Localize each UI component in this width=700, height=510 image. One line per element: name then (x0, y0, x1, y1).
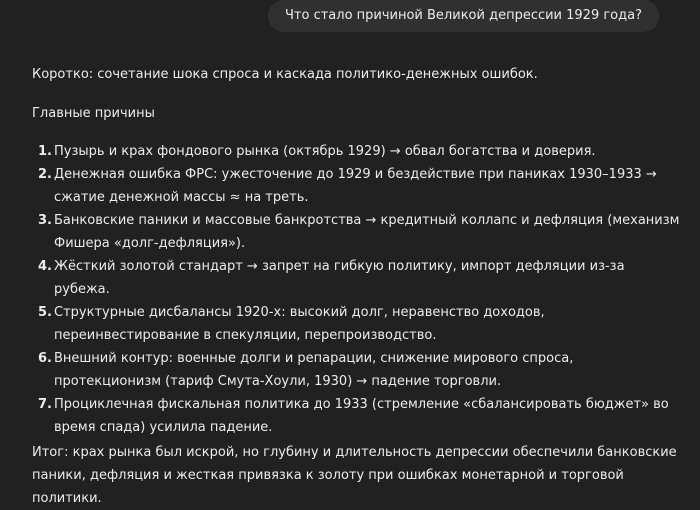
assistant-answer (32, 63, 682, 510)
list-item (32, 347, 682, 393)
list-item (32, 140, 682, 163)
list-item-text: Внешний контур: военные долги и репарации, снижение мирового спроса, протекционизм (тариф Смута-Хоули, 1930) → падение торговли. (54, 351, 574, 389)
list-item-number: 2. (38, 167, 52, 182)
list-item-text: Жёсткий золотой стандарт → запрет на гибкую политику, импорт дефляции из-за рубежа. (54, 259, 625, 297)
causes-list (32, 140, 682, 439)
user-message-bubble: Что стало причиной Великой депрессии 1929 года? (268, 0, 659, 32)
list-item-text: Банковские паники и массовые банкротства → кредитный коллапс и дефляция (механизм Фишера «долг-дефляция»). (54, 213, 680, 251)
list-item-number: 1. (38, 144, 52, 159)
list-item (32, 301, 682, 347)
list-item-text: Структурные дисбалансы 1920-х: высокий долг, неравенство доходов, переинвестирование в спекуляции, перепроизводство. (54, 305, 545, 343)
list-item-number: 3. (38, 213, 52, 228)
list-item-number: 7. (38, 397, 52, 412)
user-message-row (0, 0, 700, 36)
answer-conclusion: Итог: крах рынка был искрой, но глубину и длительность депрессии обеспечили банковские паники, дефляция и жесткая привязка к золоту при ошибках монетарной и торговой политики. (32, 445, 677, 506)
list-item (32, 163, 682, 209)
list-item (32, 255, 682, 301)
list-item-text: Проциклечная фискальная политика до 1933 (стремление «сбалансировать бюджет» во время спада) усилила падение. (54, 397, 669, 435)
list-item-number: 6. (38, 351, 52, 366)
list-item-number: 5. (38, 305, 52, 320)
list-item (32, 209, 682, 255)
list-item-text: Пузырь и крах фондового рынка (октябрь 1929) → обвал богатства и доверия. (54, 144, 596, 159)
causes-heading: Главные причины (32, 106, 155, 121)
answer-summary: Коротко: сочетание шока спроса и каскада политико-денежных ошибок. (32, 67, 538, 82)
list-item (32, 393, 682, 439)
list-item-text: Денежная ошибка ФРС: ужесточение до 1929 и бездействие при паниках 1930–1933 → сжатие денежной массы ≈ на треть. (54, 167, 657, 205)
list-item-number: 4. (38, 259, 52, 274)
